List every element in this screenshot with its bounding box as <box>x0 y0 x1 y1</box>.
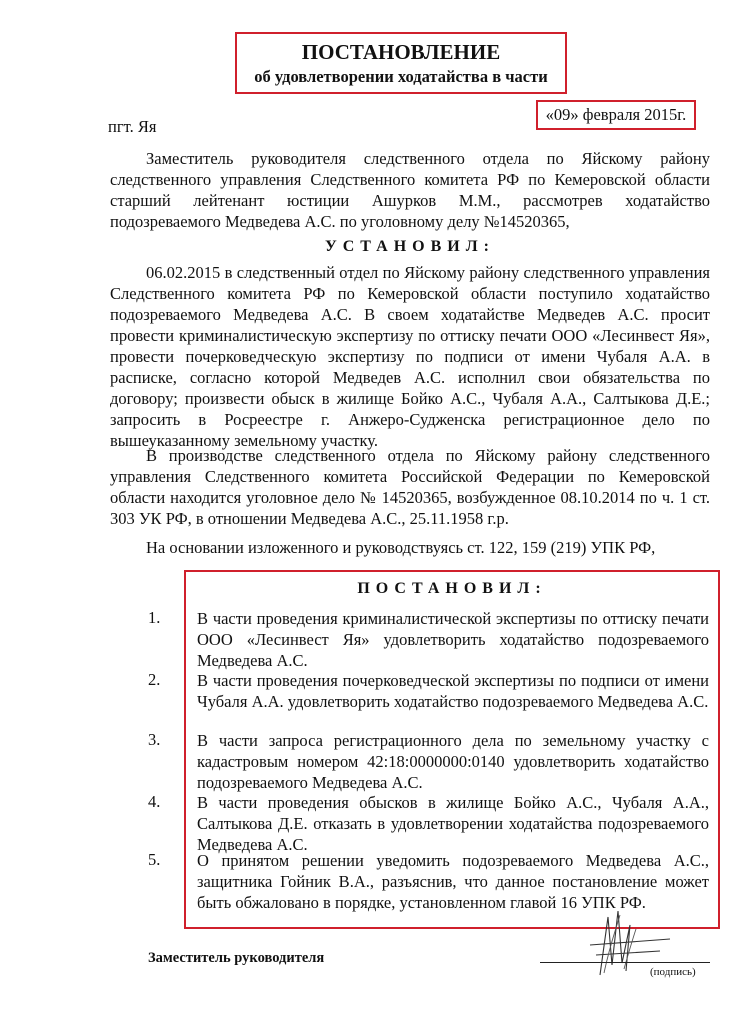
item-number-1: 1. <box>148 608 161 627</box>
place: пгт. Яя <box>108 117 157 136</box>
resolution-item-1: В части проведения криминалистической экспертизы по оттиску печати ООО «Лесинвест Яя» удовлетворить ходатайство подозреваемого Медведева А.С. <box>197 609 709 670</box>
basis-line: На основании изложенного и руководствуясь ст. 122, 159 (219) УПК РФ, <box>146 538 656 557</box>
item-number-5: 5. <box>148 850 161 869</box>
resolution-item-2: В части проведения почерковедческой экспертизы по подписи от имени Чубаля А.А. удовлетворить ходатайство подозреваемого Медведева А.С. <box>197 671 709 711</box>
item-number-4: 4. <box>148 792 161 811</box>
item-number-3: 3. <box>148 730 161 749</box>
ustanovil-heading: УСТАНОВИЛ: <box>325 238 495 255</box>
signature-line <box>540 962 710 963</box>
resolution-item-4: В части проведения обысков в жилище Бойко А.С., Чубаля А.А., Салтыкова Д.Е. отказать в удовлетворении ходатайства подозреваемого Медведева А.С. <box>197 793 709 854</box>
item-number-2: 2. <box>148 670 161 689</box>
established-paragraph-1: 06.02.2015 в следственный отдел по Яйскому району следственного управления Следственного комитета РФ по Кемеровской области поступило ходатайство подозреваемого Медведева А.С. В своем ходатайстве Медведев А.С. просит провести криминалистическую экспертизу по оттиску печати ООО «Лесинвест Яя», провести почерковедческую экспертизу по подписи от имени Чубаля А.А. в расписке, согласно которой Медведев А.С. исполнил свои обязательства по договору; произвести обыск в жилище Бойко А.С., Чубаля А.А., Салтыкова Д.Е.; запросить в Росреестре г. Анжеро-Судженска регистрационное дело по вышеуказанному земельному участку. <box>110 263 710 450</box>
document-subtitle: об удовлетворении ходатайства в части <box>254 67 548 86</box>
document-title: ПОСТАНОВЛЕНИЕ <box>301 40 501 64</box>
postanovil-heading: ПОСТАНОВИЛ: <box>357 580 547 597</box>
resolution-item-3: В части запроса регистрационного дела по земельному участку с кадастровым номером 42:18:0000000:0140 удовлетворить ходатайство подозреваемого Медведева А.С. <box>197 731 709 792</box>
signer-position: Заместитель руководителя <box>148 950 325 966</box>
signature-caption: (подпись) <box>650 966 696 978</box>
document-date: «09» февраля 2015г. <box>545 105 687 124</box>
resolution-item-5: О принятом решении уведомить подозреваемого Медведева А.С., защитника Гойник В.А., разъяснив, что данное постановление может быть обжаловано в порядке, установленном главой 16 УПК РФ. <box>197 851 709 912</box>
intro-paragraph: Заместитель руководителя следственного отдела по Яйскому району следственного управления Следственного комитета РФ по Кемеровской области старший лейтенант юстиции Ашурков М.М., рассмотрев ходатайство подозреваемого Медведева А.С. по уголовному делу №14520365, <box>110 149 710 231</box>
established-paragraph-2: В производстве следственного отдела по Яйскому району следственного управления Следственного комитета Российской Федерации по Кемеровской области находится уголовное дело № 14520365, возбужденное 08.10.2014 по ч. 1 ст. 303 УК РФ, в отношении Медведева А.С., 25.11.1958 г.р. <box>110 446 710 528</box>
